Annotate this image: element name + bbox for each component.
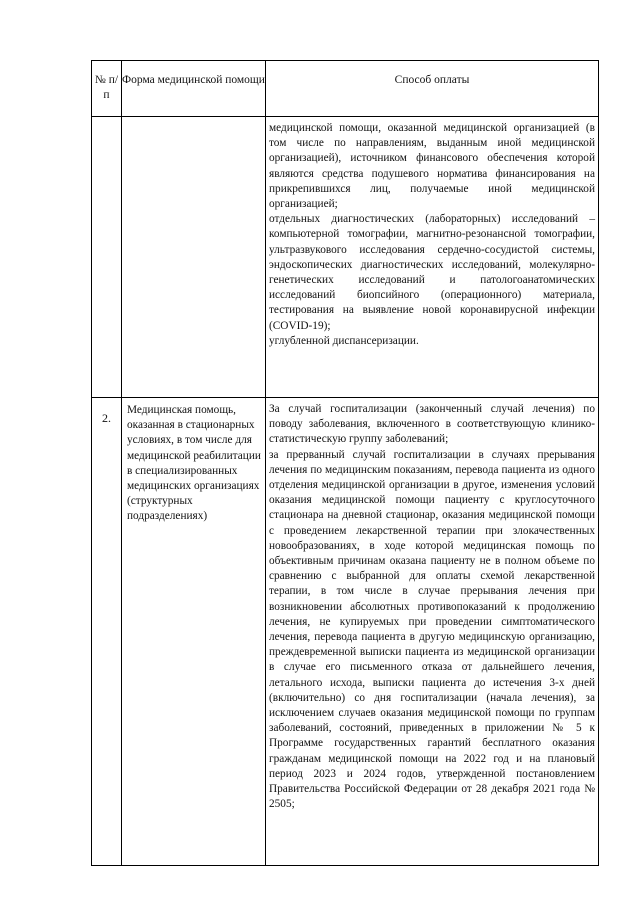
- header-payment: Способ оплаты: [266, 61, 599, 117]
- row-num: 2.: [92, 398, 122, 866]
- payment-paragraph: за прерванный случай госпитализации в случаях прерывания лечения по медицинским показаниям, перевода пациента из одного отделения медицинской организации в другое, изменения условий оказания медицинской помощи пациенту с круглосуточного стационара на дневной стационар, оказания медицинской помощи с проведением лекарственной терапии при злокачественных новообразованиях, в ходе которой медицинская помощь по объективным причинам оказана пациенту не в полном объеме по сравнению с выбранной для оплаты схемой лекарственной терапии, в том числе в случае прерывания лечения при возникновении абсолютных противопоказаний к продолжению лечения, не купируемых при проведении симптоматического лечения, перевода пациента в другую медицинскую организацию, преждевременной выписки пациента из медицинской организации в случае его письменного отказа от дальнейшего лечения, летального исхода, выписки пациента до истечения 3-х дней (включительно) со дня госпитализации (начала лечения), за исключением случаев оказания медицинской помощи по группам заболеваний, состояний, приведенных в приложении № 5 к Программе государственных гарантий бесплатного оказания гражданам медицинской помощи на 2022 год и на плановый период 2023 и 2024 годов, утвержденной постановлением Правительства Российской Федерации от 28 декабря 2021 года № 2505;: [269, 448, 595, 811]
- header-num: № п/п: [92, 61, 122, 117]
- row-payment: [266, 117, 599, 398]
- row-payment: [266, 398, 599, 866]
- payment-paragraph: отдельных диагностических (лабораторных) исследований – компьютерной томографии, магнитно-резонансной томографии, ультразвукового исследования сердечно-сосудистой системы, эндоскопических диагностических исследований, молекулярно-генетических исследований и патологоанатомических исследований биопсийного (операционного) материала, тестирования на выявление новой коронавирусной инфекции (COVID-19);: [269, 213, 595, 332]
- payment-methods-table: [91, 60, 599, 866]
- row-form: [122, 117, 266, 398]
- payment-paragraph: За случай госпитализации (законченный случай лечения) по поводу заболевания, включенного в соответствующую клинико-статистическую группу заболеваний;: [269, 403, 595, 446]
- row-form: Медицинская помощь, оказанная в стационарных условиях, в том числе для медицинской реабилитации в специализированных медицинских организациях (структурных подразделениях): [122, 398, 266, 866]
- table-row: [92, 117, 599, 398]
- row-num: [92, 117, 122, 398]
- table-header-row: [92, 61, 599, 117]
- payment-paragraph: медицинской помощи, оказанной медицинской организацией (в том числе по направлениям, выданным иной медицинской организацией), источником финансового обеспечения которой являются средства подушевого норматива финансирования на прикрепившихся лиц, получаемые иной медицинской организацией;: [269, 122, 595, 211]
- payment-paragraph: углубленной диспансеризации.: [269, 334, 419, 347]
- header-form: Форма медицинской помощи: [122, 61, 266, 117]
- table-row: [92, 398, 599, 866]
